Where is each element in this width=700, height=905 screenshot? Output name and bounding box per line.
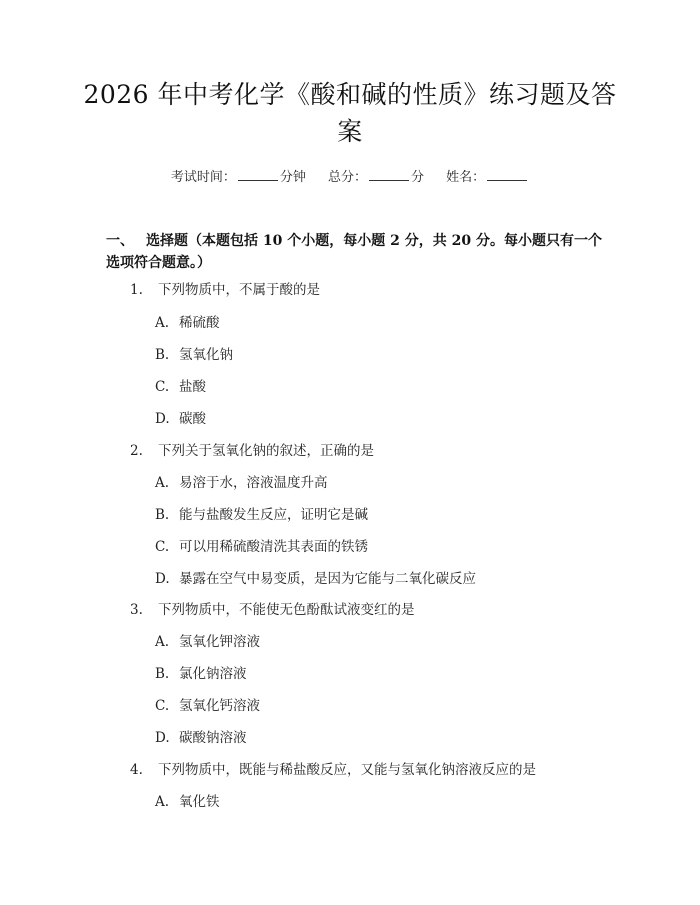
- option-1b: [155, 345, 233, 365]
- score-unit: 分: [411, 170, 425, 185]
- option-text: 可以用稀硫酸清洗其表面的铁锈: [179, 539, 368, 555]
- option-2d: [155, 569, 476, 589]
- question-4: [130, 760, 536, 780]
- option-letter: C.: [155, 379, 170, 395]
- option-1d: [155, 409, 206, 429]
- option-text: 氢氧化钠: [179, 347, 233, 363]
- name-label: 姓名：: [446, 170, 486, 185]
- document-title: 2026 年中考化学《酸和碱的性质》练习题及答案: [83, 80, 617, 146]
- option-text: 氢氧化钙溶液: [179, 698, 260, 714]
- option-3c: [155, 696, 260, 716]
- option-text: 氧化铁: [179, 794, 220, 810]
- option-text: 氯化钠溶液: [179, 666, 247, 682]
- question-text: 下列物质中，不能使无色酚酞试液变红的是: [158, 602, 415, 618]
- question-text: 下列物质中，既能与稀盐酸反应，又能与氢氧化钠溶液反应的是: [158, 762, 536, 778]
- section-heading: [106, 230, 606, 274]
- section-number: 一、: [106, 233, 134, 249]
- option-3a: [155, 632, 260, 652]
- option-text: 易溶于水，溶液温度升高: [179, 475, 328, 491]
- option-letter: B.: [155, 666, 170, 682]
- option-letter: B.: [155, 347, 170, 363]
- option-text: 稀硫酸: [179, 315, 220, 331]
- option-2b: [155, 505, 368, 525]
- option-letter: C.: [155, 698, 170, 714]
- time-blank: [238, 168, 278, 181]
- time-unit: 分钟: [279, 170, 306, 185]
- option-letter: B.: [155, 507, 170, 523]
- option-2a: [155, 473, 328, 493]
- question-3: [130, 600, 415, 620]
- score-blank: [369, 168, 409, 181]
- option-letter: A.: [155, 475, 170, 491]
- score-field: [328, 168, 424, 188]
- option-text: 碳酸钠溶液: [179, 730, 247, 746]
- question-number: 2.: [130, 443, 143, 459]
- option-1c: [155, 377, 206, 397]
- option-1a: [155, 313, 220, 333]
- time-label: 考试时间：: [170, 170, 236, 185]
- question-1: [130, 280, 320, 300]
- question-2: [130, 441, 374, 461]
- option-text: 盐酸: [179, 379, 206, 395]
- option-letter: D.: [155, 730, 170, 746]
- name-blank: [487, 168, 527, 181]
- option-text: 暴露在空气中易变质，是因为它能与二氧化碳反应: [179, 571, 476, 587]
- option-letter: D.: [155, 571, 170, 587]
- option-letter: A.: [155, 634, 170, 650]
- option-letter: A.: [155, 315, 170, 331]
- option-text: 碳酸: [179, 411, 206, 427]
- name-field: [446, 168, 529, 188]
- option-2c: [155, 537, 368, 557]
- question-number: 3.: [130, 602, 143, 618]
- question-text: 下列物质中，不属于酸的是: [158, 282, 320, 298]
- option-4a: [155, 792, 220, 812]
- option-text: 氢氧化钾溶液: [179, 634, 260, 650]
- question-number: 4.: [130, 762, 143, 778]
- section-text: 选择题（本题包括 10 个小题，每小题 2 分，共 20 分。每小题只有一个选项符合题意。）: [106, 233, 602, 271]
- option-text: 能与盐酸发生反应，证明它是碱: [179, 507, 368, 523]
- question-text: 下列关于氢氧化钠的叙述，正确的是: [158, 443, 374, 459]
- option-letter: C.: [155, 539, 170, 555]
- exam-meta: [0, 168, 700, 188]
- option-3d: [155, 728, 247, 748]
- score-label: 总分：: [327, 170, 367, 185]
- option-3b: [155, 664, 247, 684]
- option-letter: A.: [155, 794, 170, 810]
- option-letter: D.: [155, 411, 170, 427]
- time-field: [171, 168, 306, 188]
- question-number: 1.: [130, 282, 143, 298]
